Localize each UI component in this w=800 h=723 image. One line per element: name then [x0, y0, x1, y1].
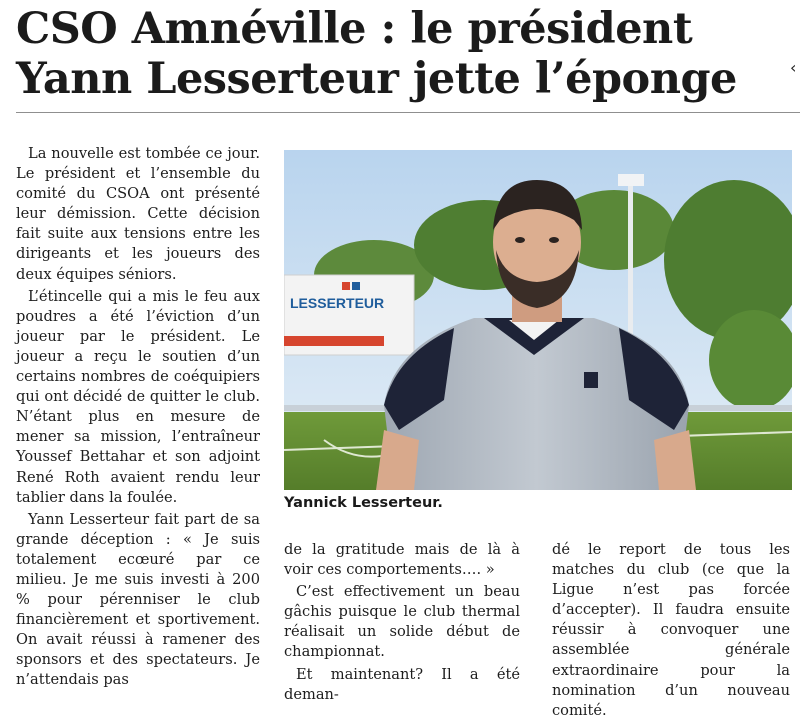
paragraph: La nouvelle est tombée ce jour. Le président et l’ensemble du comité du CSOA ont présenté leur démission. Cette décision fait suite aux tensions entre les dirigeants et les joueurs des deux équipes séniors.: [16, 145, 260, 283]
headline: [16, 4, 786, 104]
photo-caption: Yannick Lesserteur.: [284, 495, 443, 511]
article-column-3: [552, 540, 790, 723]
photo-illustration: [284, 150, 792, 490]
paragraph: Et maintenant? Il a été deman-: [284, 665, 520, 703]
edge-mark: ‹: [790, 58, 797, 77]
article-column-1: [16, 144, 260, 693]
paragraph: C’est effectivement un beau gâchis puisque le club thermal réalisait un solide début de championnat.: [284, 583, 520, 661]
header-divider: [16, 112, 800, 113]
paragraph: L’étincelle qui a mis le feu aux poudres a été l’éviction d’un joueur par le président. Le joueur a reçu le soutien d’un certains nombres de coéquipiers qui ont décidé de quitter le club. N’étant plus en mesure de mener sa mission, l’entraîneur Youssef Bettahar et son adjoint René Roth avaient rendu leur tablier dans la foulée.: [16, 287, 260, 506]
article-column-2: [284, 540, 520, 707]
paragraph: Yann Lesserteur fait part de sa grande déception : « Je suis totalement ecœuré par ce milieu. Je me suis investi à 200 % pour pérenniser le club financièrement et sportivement. On avait réussi à ramener des sponsors et des spectateurs. Je n’attendais pas: [16, 510, 260, 689]
article-photo: [284, 150, 792, 490]
headline-line-1: CSO Amnéville : le président: [16, 4, 693, 54]
paragraph: dé le report de tous les matches du club (ce que la Ligue n’est pas forcée d’accepter). Il faudra ensuite réussir à convoquer une assemblée générale extraordinaire pour la nomination d’un nouveau comité.: [552, 541, 790, 719]
headline-line-2: Yann Lesserteur jette l’éponge: [16, 54, 737, 104]
banner-text: LESSERTEUR: [290, 295, 385, 311]
paragraph: de la gratitude mais de là à voir ces comportements…. »: [284, 541, 520, 579]
